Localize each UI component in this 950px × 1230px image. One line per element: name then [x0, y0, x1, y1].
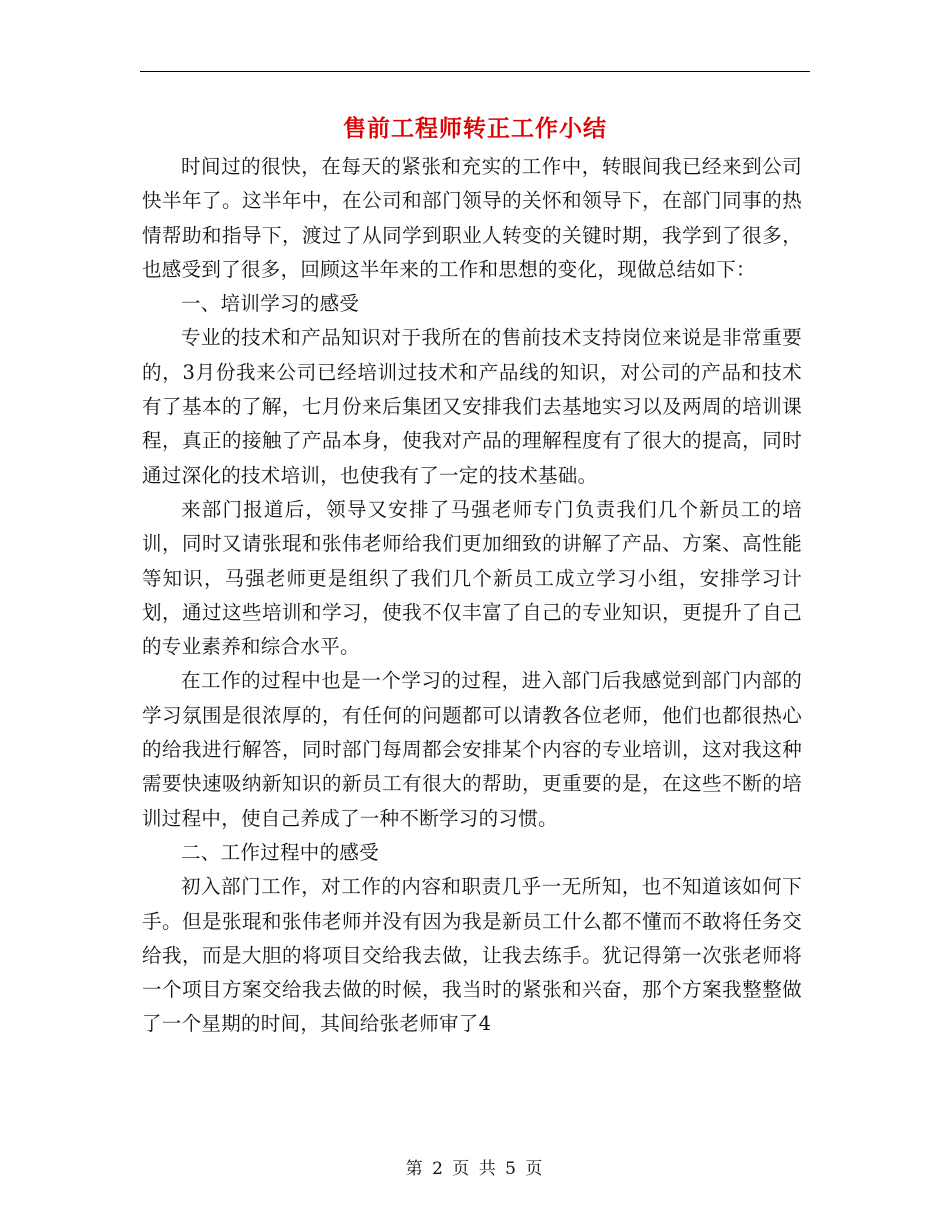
- page-footer: [0, 1154, 950, 1179]
- section-heading-training: 一、培训学习的感受: [181, 292, 360, 316]
- paragraph-training-3: 在工作的过程中也是一个学习的过程，进入部门后我感觉到部门内部的学习氛围是很浓厚的，有任何的问题都可以请教各位老师，他们也都很热心的给我进行解答，同时部门每周都会安排某个内容的专业培训，这对我这种需要快速吸纳新知识的新员工有很大的帮助，更重要的是，在这些不断的培训过程中，使自己养成了一种不断学习的习惯。: [142, 669, 802, 830]
- section-heading-work: 二、工作过程中的感受: [181, 840, 380, 864]
- document-title: 售前工程师转正工作小结: [343, 116, 607, 142]
- paragraph-intro: 时间过的很快，在每天的紧张和充实的工作中，转眼间我已经来到公司快半年了。这半年中，在公司和部门领导的关怀和领导下，在部门同事的热情帮助和指导下，渡过了从同学到职业人转变的关键时期，我学到了很多，也感受到了很多，回顾这半年来的工作和思想的变化，现做总结如下：: [142, 155, 802, 281]
- document-body: [142, 150, 802, 1042]
- paragraph-training-1: 专业的技术和产品知识对于我所在的售前技术支持岗位来说是非常重要的，3月份我来公司已经培训过技术和产品线的知识，对公司的产品和技术有了基本的了解，七月份来后集团又安排我们去基地实习以及两周的培训课程，真正的接触了产品本身，使我对产品的理解程度有了很大的提高，同时通过深化的技术培训，也使我有了一定的技术基础。: [142, 326, 802, 487]
- page-number: 第 2 页 共 5 页: [405, 1159, 545, 1179]
- paragraph-training-2: 来部门报道后，领导又安排了马强老师专门负责我们几个新员工的培训，同时又请张琨和张伟老师给我们更加细致的讲解了产品、方案、高性能等知识，马强老师更是组织了我们几个新员工成立学习小组，安排学习计划，通过这些培训和学习，使我不仅丰富了自己的专业知识，更提升了自己的专业素养和综合水平。: [142, 497, 802, 659]
- paragraph-work-1: 初入部门工作，对工作的内容和职责几乎一无所知，也不知道该如何下手。但是张琨和张伟老师并没有因为我是新员工什么都不懂而不敢将任务交给我，而是大胆的将项目交给我去做，让我去练手。犹记得第一次张老师将一个项目方案交给我去做的时候，我当时的紧张和兴奋，那个方案我整整做了一个星期的时间，其间给张老师审了4: [142, 875, 802, 1036]
- header-rule: [140, 71, 810, 72]
